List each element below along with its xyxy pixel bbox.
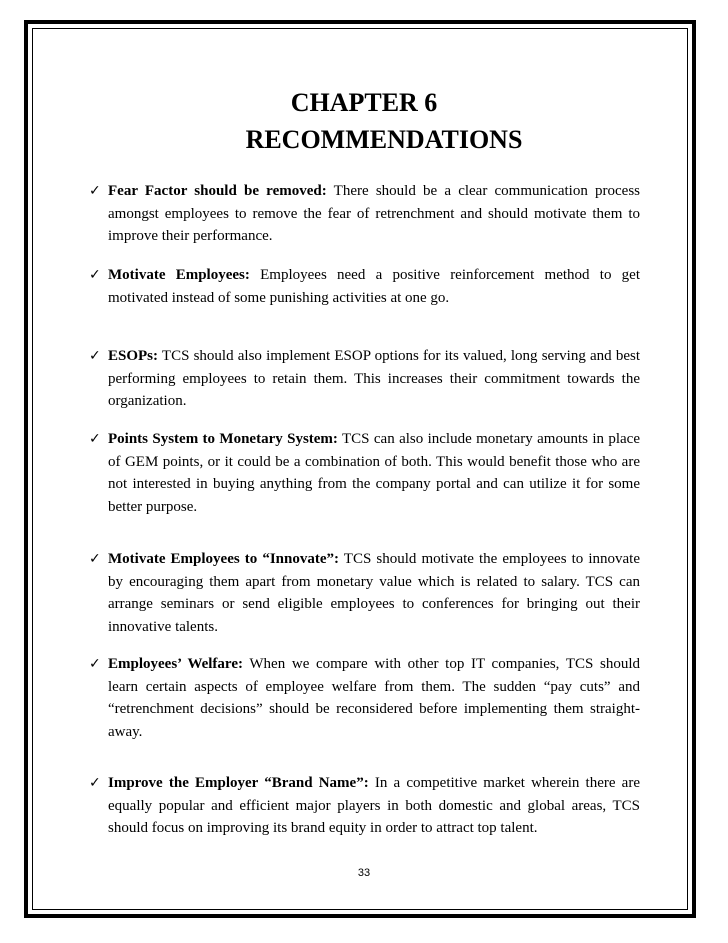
item-lead: Motivate Employees to “Innovate”:: [108, 551, 339, 567]
list-item: [89, 264, 641, 309]
list-item: [89, 345, 640, 413]
checkmark-icon: ✓: [89, 348, 101, 364]
list-item: [89, 548, 640, 638]
checkmark-icon: ✓: [89, 775, 101, 791]
item-text: There should be a clear communication process amongst employees to remove the fear of retrenchment and should motivate them to improve their performance.: [108, 183, 640, 244]
item-lead: Motivate Employees:: [108, 267, 250, 283]
list-item: [89, 653, 641, 743]
page-number: 33: [357, 867, 371, 879]
checkmark-icon: ✓: [89, 431, 101, 447]
list-item: [89, 428, 640, 518]
checkmark-icon: ✓: [89, 183, 101, 199]
item-text: Employees need a positive reinforcement method to get motivated instead of some punishing activities at one go.: [108, 267, 641, 306]
item-text: TCS should motivate the employees to innovate by encouraging them apart from monetary value which is related to salary. TCS can arrange seminars or send eligible employees to conferences for bringing out their innovative talents.: [108, 551, 640, 635]
checkmark-icon: ✓: [89, 656, 101, 672]
item-text: TCS should also implement ESOP options for its valued, long serving and best performing employees to retain them. This increases their commitment towards the organization.: [108, 348, 640, 409]
item-lead: Employees’ Welfare:: [108, 656, 243, 672]
checkmark-icon: ✓: [89, 551, 101, 567]
item-lead: Fear Factor should be removed:: [108, 183, 327, 199]
item-text: In a competitive market wherein there are equally popular and efficient major players in both domestic and global areas, TCS should focus on improving its brand equity in order to attract top talent.: [108, 775, 640, 836]
item-text: TCS can also include monetary amounts in place of GEM points, or it could be a combination of both. This would benefit those who are not interested in buying anything from the company portal and can utilize it for some better purpose.: [108, 431, 640, 515]
item-text: When we compare with other top IT companies, TCS should learn certain aspects of employee welfare from them. The sudden “pay cuts” and “retrenchment decisions” should be reconsidered before implementing them straight-away.: [108, 656, 641, 740]
chapter-label: CHAPTER 6: [290, 88, 438, 117]
checkmark-icon: ✓: [89, 267, 101, 283]
page-title: RECOMMENDATIONS: [245, 125, 523, 154]
item-lead: Improve the Employer “Brand Name”:: [108, 775, 369, 791]
list-item: [89, 180, 640, 248]
list-item: [89, 772, 640, 840]
item-lead: ESOPs:: [108, 348, 159, 364]
item-lead: Points System to Monetary System:: [108, 431, 338, 447]
